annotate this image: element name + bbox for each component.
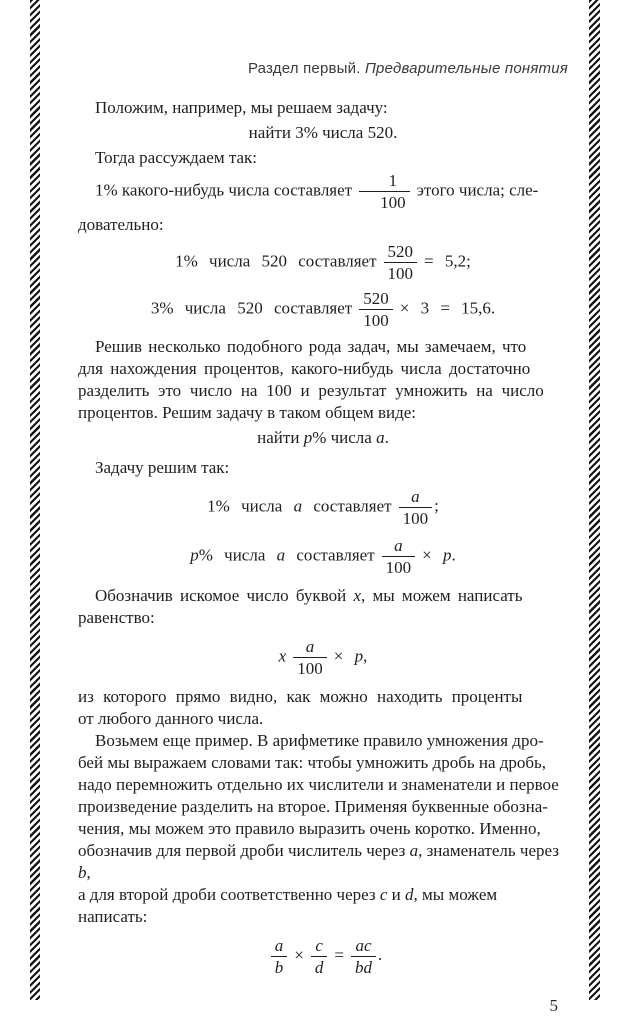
text-run: 1% какого-нибудь числа составляет [95,180,353,200]
display-equation [78,936,568,977]
math-variable: b [78,863,87,882]
text-run: , знаменатель через [418,841,559,860]
equation-text: составляет [296,545,375,565]
equation-text: 3% числа 520 составляет [150,298,353,318]
math-variable: x [353,586,361,605]
equation-text: . [377,945,383,965]
paragraph-line: надо перемножить отдельно их числители и знаменатели и первое [78,775,559,794]
fraction-denominator: 100 [363,311,389,330]
text-run: , [86,863,91,882]
equation-text: . [451,545,456,565]
text-run: , мы можем написать [361,586,523,605]
inline-fraction [359,171,410,212]
left-border-ornament [30,0,40,1000]
paragraph-line: от любого данного числа. [78,709,264,728]
equation-text: × 3 = 15,6. [399,298,496,318]
paragraph-line: процентов. Решим задачу в таком общем виде: [78,403,416,422]
fraction-denominator: 100 [297,659,323,678]
equation-text: × [422,545,432,565]
equation-text: % числа [198,545,266,565]
paragraph-line: разделить это число на 100 и результат умножить на число [78,381,544,400]
paragraph-line [78,171,568,212]
display-equation [78,637,568,678]
text-run: обозначив для первой дроби числитель через [78,841,410,860]
fraction-denominator: 100 [380,193,406,212]
equation-text: 1% числа 520 составляет [175,251,377,271]
paragraph-line: бей мы выражаем словами так: чтобы умножить дробь на дробь, [78,753,547,772]
math-variable: a [376,428,385,447]
math-variable: p [354,646,364,666]
text-run: а для второй дроби соответственно через [78,885,380,904]
paragraph-line: произведение разделить на второе. Применяя буквенные обозна- [78,797,548,816]
fraction [351,936,376,977]
text-run: найти [257,428,304,447]
paragraph-line: Тогда рассуждаем так: [95,148,258,167]
fraction [311,936,328,977]
equation-text: × [333,646,344,666]
fraction-numerator: 520 [384,242,418,263]
right-border-ornament [589,0,600,1000]
math-variable: x [278,646,287,666]
paragraph-line [78,884,568,928]
centered-statement [78,427,568,449]
equation-text: = [334,945,344,965]
paragraph-line: Возьмем еще пример. В арифметике правило умножения дро- [95,731,544,750]
fraction-numerator: a [293,637,327,658]
fraction [359,289,393,330]
display-equation [78,487,568,528]
fraction-denominator: 100 [402,509,429,528]
paragraph-line [78,840,568,884]
text-run: и [387,885,406,904]
fraction-denominator: 100 [387,264,414,283]
display-equation [78,536,568,577]
math-variable: d [405,885,414,904]
paragraph-line: из которого прямо видно, как можно находить проценты [78,687,523,706]
paragraph-line: для нахождения процентов, какого-нибудь числа достаточно [78,359,531,378]
fraction [271,936,288,977]
text-run: % числа [312,428,377,447]
fraction-denominator: b [274,958,284,977]
equation-text: = 5,2; [424,251,471,271]
display-equation [78,289,568,330]
math-variable: p [303,428,313,447]
paragraph-line: чения, мы можем это правило выразить очень коротко. Именно, [78,819,541,838]
paragraph-line: Задачу решим так: [95,458,230,477]
fraction [293,637,327,678]
running-head [78,60,568,77]
math-variable: p [443,545,452,565]
fraction [384,242,418,283]
page-content [78,0,568,1017]
fraction-numerator: c [311,936,328,957]
page-body [78,97,568,1017]
page-number: 5 [549,996,558,1015]
paragraph-line: Положим, например, мы решаем задачу: [95,98,388,117]
text-run: , мы можем написать: [78,885,498,926]
text-run: этого числа; сле- [416,180,539,200]
equation-text: ; [434,496,439,516]
fraction-denominator: bd [354,958,372,977]
centered-statement: найти 3% числа 520. [248,123,398,142]
fraction-denominator: d [314,958,324,977]
math-variable: a [293,496,303,516]
math-variable: a [409,841,419,860]
paragraph-line: равенство: [78,608,155,627]
math-variable: a [276,545,286,565]
fraction-denominator: 100 [385,558,412,577]
fraction [399,487,433,528]
fraction-numerator: a [382,536,416,557]
fraction-numerator: 1 [359,171,410,192]
math-variable: p [190,545,199,565]
paragraph-line: довательно: [78,215,164,234]
section-title: Раздел первый. [247,60,365,77]
text-run: Обозначив искомое число буквой [95,586,354,605]
paragraph-line [78,585,568,607]
fraction-numerator: a [271,936,288,957]
equation-text: × [294,945,304,965]
fraction-numerator: ac [351,936,376,957]
paragraph-line: Решив несколько подобного рода задач, мы замечаем, что [95,337,527,356]
chapter-title: Предварительные понятия [364,60,568,77]
text-run: . [384,428,389,447]
math-variable: c [379,885,388,904]
display-equation [78,242,568,283]
fraction-numerator: a [399,487,433,508]
equation-text: 1% числа [207,496,283,516]
equation-text: составляет [313,496,392,516]
equation-text: , [363,646,368,666]
fraction-numerator: 520 [359,289,393,310]
fraction [382,536,416,577]
